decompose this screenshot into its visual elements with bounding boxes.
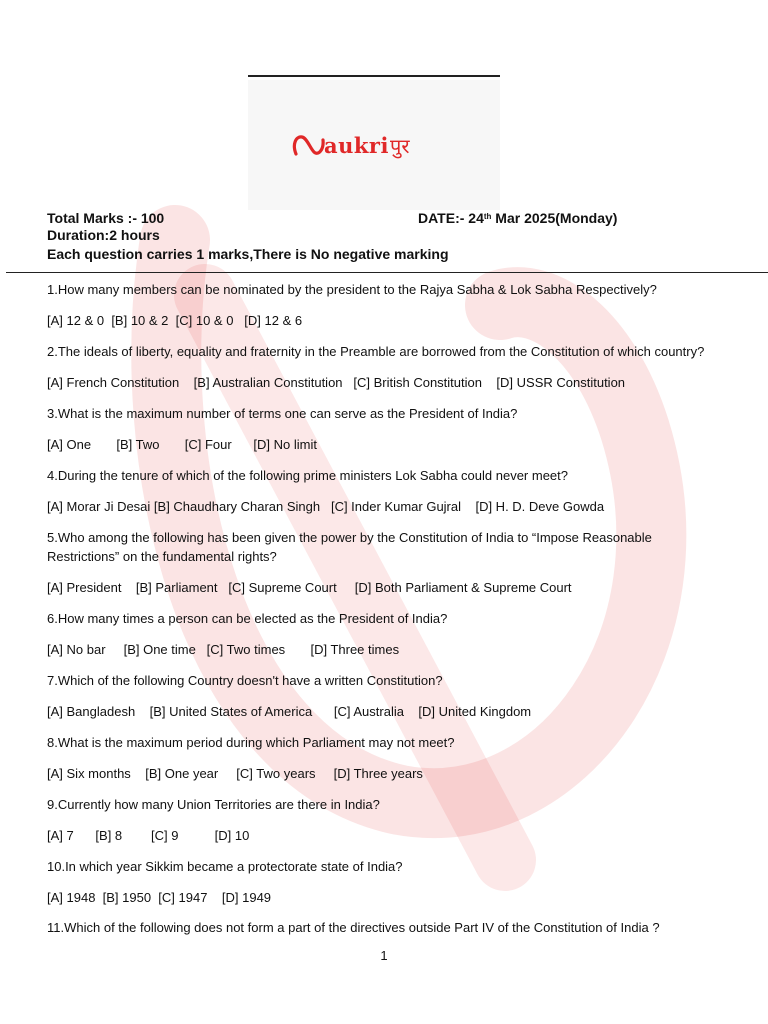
question-3: 3.What is the maximum number of terms one can serve as the President of India? (47, 406, 518, 421)
options-9: [A] 7 [B] 8 [C] 9 [D] 10 (47, 828, 250, 843)
options-5: [A] President [B] Parliament [C] Supreme Court [D] Both Parliament & Supreme Court (47, 580, 572, 595)
duration: Duration:2 hours (47, 227, 160, 243)
question-1: 1.How many members can be nominated by the president to the Rajya Sabha & Lok Sabha Respectively? (47, 282, 657, 297)
question-9: 9.Currently how many Union Territories are there in India? (47, 797, 380, 812)
top-rule (248, 75, 500, 77)
logo-text-devanagari: पुर (389, 133, 410, 158)
options-7: [A] Bangladesh [B] United States of America [C] Australia [D] United Kingdom (47, 704, 532, 719)
naukripur-logo (292, 130, 410, 160)
header-divider (6, 272, 768, 273)
options-1: [A] 12 & 0 [B] 10 & 2 [C] 10 & 0 [D] 12 & 6 (47, 313, 303, 328)
question-2: 2.The ideals of liberty, equality and fraternity in the Preamble are borrowed from the Constitution of which country? (47, 344, 705, 359)
options-2: [A] French Constitution [B] Australian Constitution [C] British Constitution [D] USSR Constitution (47, 375, 626, 390)
question-4: 4.During the tenure of which of the following prime ministers Lok Sabha could never meet? (47, 468, 569, 483)
exam-date (418, 210, 617, 227)
date-ordinal: th (483, 212, 492, 221)
total-marks: Total Marks :- 100 (47, 210, 165, 226)
options-10: [A] 1948 [B] 1950 [C] 1947 [D] 1949 (47, 890, 272, 905)
date-rest: Mar 2025(Monday) (491, 210, 618, 226)
logo-text-latin: aukri (324, 132, 389, 158)
options-3: [A] One [B] Two [C] Four [D] No limit (47, 437, 317, 452)
question-8: 8.What is the maximum period during which Parliament may not meet? (47, 735, 455, 750)
question-6: 6.How many times a person can be elected as the President of India? (47, 611, 448, 626)
question-7: 7.Which of the following Country doesn't have a written Constitution? (47, 673, 443, 688)
question-5: 5.Who among the following has been given the power by the Constitution of India to “Impose Reasonable Restrictions” on the fundamental rights? (47, 530, 652, 564)
page-number: 1 (380, 948, 388, 963)
options-4: [A] Morar Ji Desai [B] Chaudhary Charan Singh [C] Inder Kumar Gujral [D] H. D. Deve Gowda (47, 499, 605, 514)
question-10: 10.In which year Sikkim became a protectorate state of India? (47, 859, 403, 874)
question-11: 11.Which of the following does not form a part of the directives outside Part IV of the Constitution of India ? (47, 920, 660, 935)
marking-note: Each question carries 1 marks,There is No negative marking (47, 246, 449, 262)
options-8: [A] Six months [B] One year [C] Two years [D] Three years (47, 766, 423, 781)
options-6: [A] No bar [B] One time [C] Two times [D] Three times (47, 642, 400, 657)
logo-n-mark-icon (292, 130, 326, 160)
date-prefix: DATE:- 24 (418, 210, 484, 226)
